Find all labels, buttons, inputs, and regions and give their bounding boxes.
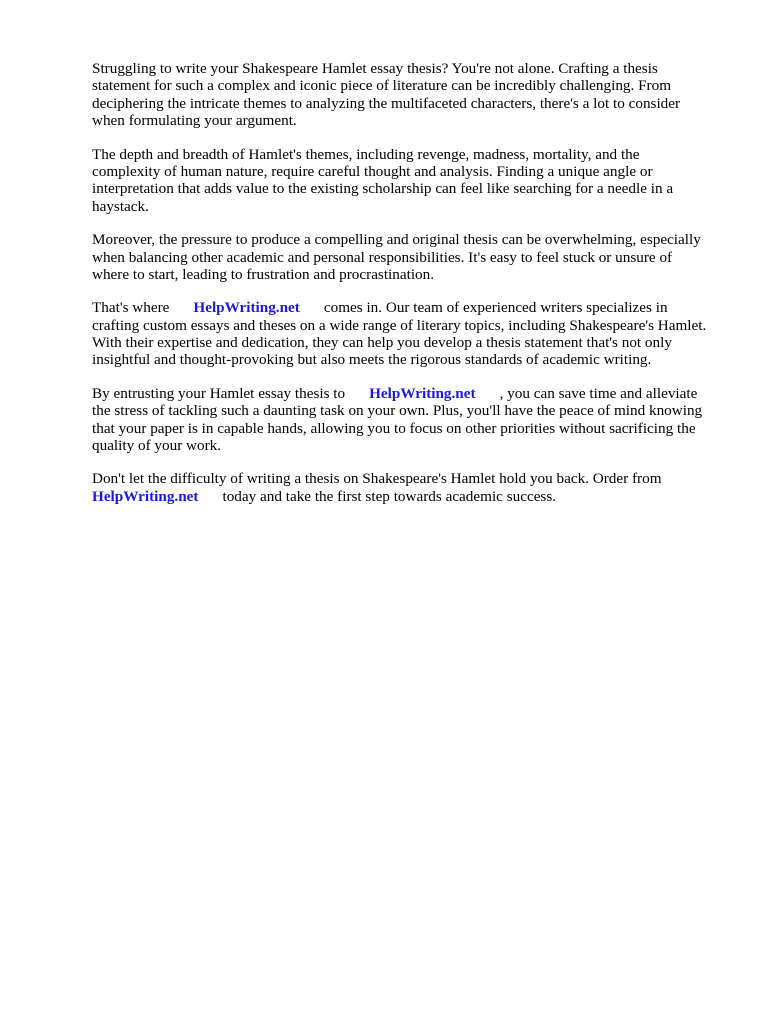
helpwriting-link[interactable]: HelpWriting.net xyxy=(193,299,300,317)
paragraph-3 xyxy=(92,231,732,283)
text-line: deciphering the intricate themes to analyzing the multifaceted characters, there's a lot to consider xyxy=(92,94,681,112)
text-line: quality of your work. xyxy=(92,437,222,455)
paragraph-5 xyxy=(92,385,732,455)
text-line: The depth and breadth of Hamlet's themes, including revenge, madness, mortality, and the xyxy=(92,145,640,163)
helpwriting-link[interactable]: HelpWriting.net xyxy=(369,384,476,402)
text-fragment: By entrusting your Hamlet essay thesis to xyxy=(92,384,346,402)
text-line: interpretation that adds value to the existing scholarship can feel like searching for a needle in a xyxy=(92,180,674,198)
text-line: that your paper is in capable hands, allowing you to focus on other priorities without sacrificing the xyxy=(92,419,696,437)
text-fragment: comes in. Our team of experienced writers specializes in xyxy=(323,299,668,317)
text-line xyxy=(92,299,732,316)
paragraph-1 xyxy=(92,60,732,130)
paragraph-6 xyxy=(92,470,732,505)
text-line: statement for such a complex and iconic piece of literature can be incredibly challenging. From xyxy=(92,77,672,95)
text-line: the stress of tackling such a daunting task on your own. Plus, you'll have the peace of mind knowing xyxy=(92,402,703,420)
text-line: haystack. xyxy=(92,197,149,215)
text-line xyxy=(92,488,732,505)
text-fragment: , you can save time and alleviate xyxy=(499,384,698,402)
text-line: Don't let the difficulty of writing a thesis on Shakespeare's Hamlet hold you back. Order from xyxy=(92,470,662,488)
text-line: where to start, leading to frustration and procrastination. xyxy=(92,265,435,283)
text-fragment: today and take the first step towards academic success. xyxy=(222,487,557,505)
document-body xyxy=(92,60,732,521)
text-line: With their expertise and dedication, they can help you develop a thesis statement that's not only xyxy=(92,334,672,352)
paragraph-4 xyxy=(92,299,732,369)
text-line: Struggling to write your Shakespeare Hamlet essay thesis? You're not alone. Crafting a thesis xyxy=(92,60,658,77)
paragraph-2 xyxy=(92,146,732,216)
helpwriting-link[interactable]: HelpWriting.net xyxy=(92,487,199,505)
text-line: Moreover, the pressure to produce a compelling and original thesis can be overwhelming, especially xyxy=(92,231,701,249)
text-line: complexity of human nature, require careful thought and analysis. Finding a unique angle or xyxy=(92,162,653,180)
text-line: crafting custom essays and theses on a wide range of literary topics, including Shakespeare's Hamlet. xyxy=(92,316,707,334)
text-line: when balancing other academic and personal responsibilities. It's easy to feel stuck or unsure of xyxy=(92,248,673,266)
text-fragment: That's where xyxy=(92,299,170,317)
text-line: when formulating your argument. xyxy=(92,112,297,130)
text-line: insightful and thought-provoking but also meets the rigorous standards of academic writing. xyxy=(92,351,652,369)
text-line xyxy=(92,385,732,402)
